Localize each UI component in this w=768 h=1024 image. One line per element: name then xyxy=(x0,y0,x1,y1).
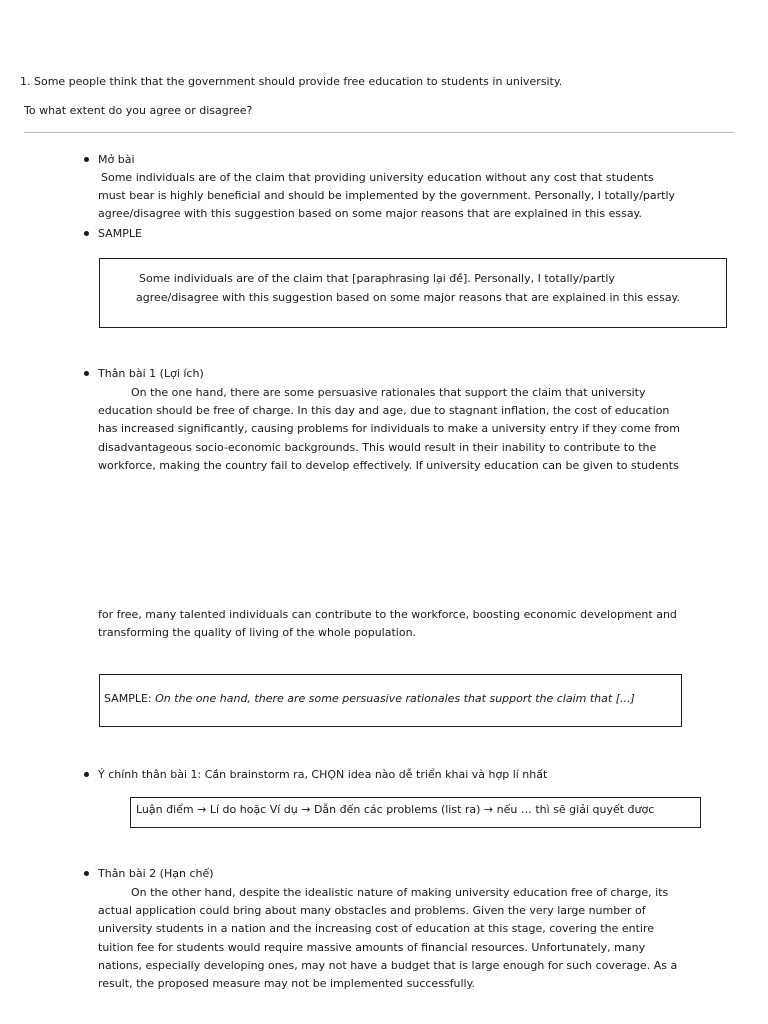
formula-text: Luận điểm → Lí do hoặc Ví dụ → Dẫn đến các problems (list ra) → nếu … thì sẽ giải quyết được xyxy=(136,803,655,816)
intro-line: Some individuals are of the claim that providing university education without any cost that students xyxy=(101,171,654,184)
intro-line: agree/disagree with this suggestion based on some major reasons that are explained in this essay. xyxy=(98,207,642,221)
sample2-text xyxy=(104,690,635,708)
body1-line: workforce, making the country fail to develop effectively. If university education can be given to students xyxy=(98,458,679,472)
body1-line: education should be free of charge. In this day and age, due to stagnant inflation, the cost of education xyxy=(98,404,670,418)
body1-line: transforming the quality of living of the whole population. xyxy=(98,626,417,640)
body2-heading: Thân bài 2 (Hạn chế) xyxy=(98,867,214,880)
body2-line: nations, especially developing ones, may not have a budget that is large enough for such coverage. As a xyxy=(98,958,678,972)
body2-line: result, the proposed measure may not be implemented successfully. xyxy=(98,977,476,991)
bullet-dot xyxy=(84,871,89,876)
sample2-box xyxy=(99,674,682,727)
formula-box xyxy=(130,797,701,828)
body2-line: On the other hand, despite the idealistic nature of making university education free of charge, its xyxy=(131,886,669,899)
bullet-dot xyxy=(84,772,89,777)
intro-line: must bear is highly beneficial and should be implemented by the government. Personally, I totally/partly xyxy=(98,189,676,203)
body1-line: On the one hand, there are some persuasive rationales that support the claim that university xyxy=(131,386,646,399)
main-idea-heading: Ý chính thân bài 1: Cần brainstorm ra, CHỌN idea nào dễ triển khai và hợp lí nhất xyxy=(98,768,548,781)
body1-line: has increased significantly, causing problems for individuals to make a university entry if they come from xyxy=(98,422,680,436)
intro-heading: Mở bài xyxy=(98,153,135,166)
question-line-2: To what extent do you agree or disagree? xyxy=(24,104,253,117)
question-line-1: 1. Some people think that the government should provide free education to students in university. xyxy=(20,75,563,88)
body2-paragraph xyxy=(98,884,718,993)
intro-paragraph xyxy=(98,169,718,224)
sample-box xyxy=(99,258,727,328)
body1-line: for free, many talented individuals can contribute to the workforce, boosting economic development and xyxy=(98,608,677,621)
body2-line: university students in a nation and the increasing cost of education at this stage, covering the entire xyxy=(98,922,654,936)
body2-line: tuition fee for students would require massive amounts of financial resources. Unfortunately, many xyxy=(98,940,646,954)
body1-heading: Thân bài 1 (Lợi ích) xyxy=(98,367,204,380)
bullet-dot xyxy=(84,371,89,376)
bullet-dot xyxy=(84,157,89,162)
sample2-italic-text: On the one hand, there are some persuasive rationales that support the claim that [...] xyxy=(155,692,635,705)
bullet-dot xyxy=(84,231,89,236)
body1-line: disadvantageous socio-economic backgrounds. This would result in their inability to contribute to the xyxy=(98,440,657,454)
sample-heading: SAMPLE xyxy=(98,227,142,240)
body1-continuation xyxy=(98,606,718,642)
divider xyxy=(24,132,734,133)
sample-box-line: Some individuals are of the claim that [paraphrasing lại đề]. Personally, I totally/partly xyxy=(139,272,615,285)
sample-box-line: agree/disagree with this suggestion based on some major reasons that are explained in this essay. xyxy=(136,291,680,304)
sample2-label: SAMPLE: xyxy=(104,692,152,705)
body1-paragraph xyxy=(98,384,718,475)
body2-line: actual application could bring about many obstacles and problems. Given the very large number of xyxy=(98,904,646,918)
